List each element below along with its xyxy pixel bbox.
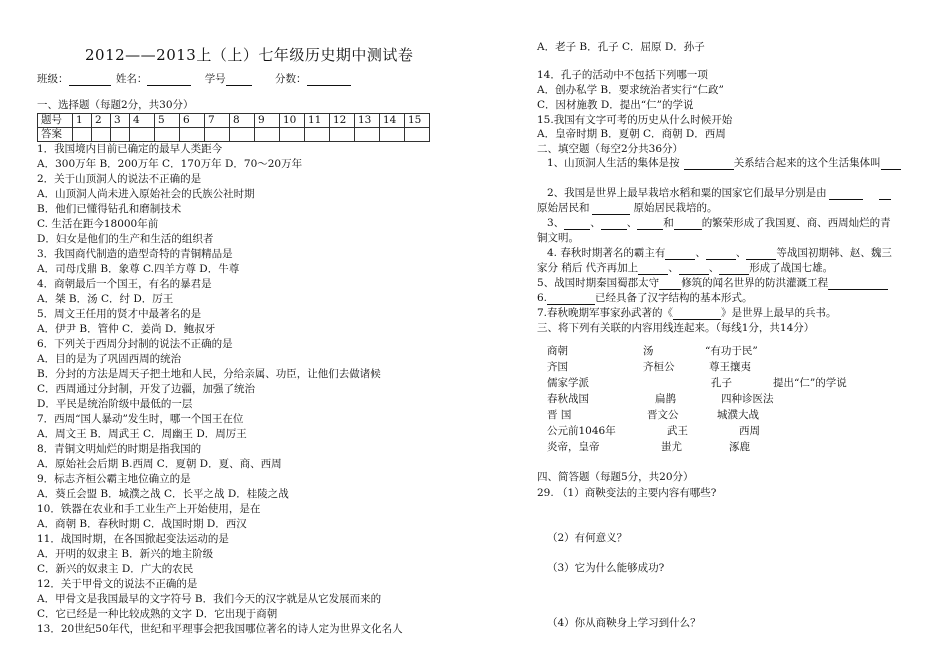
question-line: C. 生活在距今18000年前 xyxy=(37,218,159,230)
answer-row xyxy=(38,128,430,142)
answer-cell[interactable] xyxy=(355,128,380,142)
question-line: C．因材施教 D．提出“仁”的学说 xyxy=(537,99,694,111)
answer-cell[interactable] xyxy=(305,128,330,142)
fill-blank[interactable] xyxy=(592,203,630,215)
match-item-left[interactable]: 晋 国 xyxy=(547,409,572,421)
question-line: 11．战国时期，在各国掀起变法运动的是 xyxy=(37,533,229,545)
fill-text: 4. 春秋时期著名的霸主有 xyxy=(547,247,666,259)
question-line: 9．标志齐桓公霸主地位确立的是 xyxy=(37,473,191,485)
question-number-cell: 10 xyxy=(280,114,305,128)
fill-text: 、 xyxy=(626,217,638,229)
section1-heading: 一、选择题（每题2分，共30分） xyxy=(37,99,194,111)
fill-text: 、 xyxy=(668,262,679,274)
answer-cell[interactable] xyxy=(405,128,430,142)
name-field[interactable] xyxy=(147,74,191,86)
section4-heading: 四、简答题（每题5分，共20分） xyxy=(537,471,694,483)
short-answer-q29-2: （2）有何意义？ xyxy=(547,532,628,544)
question-line: A．商朝 B．春秋时期 C．战国时期 D．西汉 xyxy=(37,518,247,530)
question-line: 12．关于甲骨文的说法不正确的是 xyxy=(37,578,198,590)
fill-blank[interactable] xyxy=(746,248,776,260)
fill-text: 6. xyxy=(537,292,548,304)
question-number-cell: 1 xyxy=(73,114,92,128)
score-label: 分数： xyxy=(275,73,307,85)
question-line: 15.我国有文字可考的历史从什么时候开始 xyxy=(537,114,733,126)
fill-blank[interactable] xyxy=(881,158,901,170)
fill-text: 7.春秋晚期军事家孙武著的《 xyxy=(537,307,674,319)
fill-text: 家分 稍后 代齐再加上 xyxy=(537,262,639,274)
answer-cell[interactable] xyxy=(255,128,280,142)
number-field[interactable] xyxy=(226,74,252,86)
match-item-middle[interactable]: 孔子 xyxy=(711,377,732,389)
match-item-left[interactable]: 齐国 xyxy=(547,361,568,373)
fill-blank[interactable] xyxy=(829,188,863,200)
match-item-right[interactable]: 提出“仁”的学说 xyxy=(773,377,847,389)
question-number-cell: 14 xyxy=(380,114,405,128)
match-item-middle[interactable]: 武王 xyxy=(667,425,688,437)
question-line: 3．我国商代制造的造型奇特的青铜精品是 xyxy=(37,248,233,260)
question-number-cell: 13 xyxy=(355,114,380,128)
question-line: A．老子 B．孔子 C．屈原 D．孙子 xyxy=(537,41,705,53)
question-line: B．他们已懂得钻孔和磨制技术 xyxy=(37,203,182,215)
fill-blank[interactable] xyxy=(879,188,891,200)
answer-cell[interactable] xyxy=(73,128,92,142)
question-line: A．300万年 B．200万年 C．170万年 D．70～20万年 xyxy=(37,158,303,170)
question-number-cell: 15 xyxy=(405,114,430,128)
question-line: 7．西周“国人暴动”发生时，哪一个国王在位 xyxy=(37,413,244,425)
fill-blank[interactable] xyxy=(679,263,709,275)
question-number-cell: 8 xyxy=(230,114,255,128)
question-number-cell: 5 xyxy=(155,114,180,128)
question-line: A．开明的奴隶主 B．新兴的地主阶级 xyxy=(37,548,214,560)
match-item-left[interactable]: 儒家学派 xyxy=(547,377,589,389)
score-field[interactable] xyxy=(307,74,351,86)
question-line: A．司母戊鼎 B．象尊 C.四羊方尊 D．牛尊 xyxy=(37,263,240,275)
match-item-left[interactable]: 公元前1046年 xyxy=(547,425,616,437)
question-number-cell: 7 xyxy=(205,114,230,128)
question-line: 4．商朝最后一个国王，有名的暴君是 xyxy=(37,278,212,290)
fill-blank[interactable] xyxy=(638,263,668,275)
number-label: 学号 xyxy=(204,73,226,85)
fill-text: 修筑的闻名世界的防洪灌溉工程 xyxy=(681,277,829,289)
answer-cell[interactable] xyxy=(155,128,180,142)
short-answer-q29-3: （3）它为什么能够成功? xyxy=(547,562,665,574)
fill-text: 、 xyxy=(708,262,720,274)
answer-table xyxy=(37,113,430,142)
question-number-cell: 12 xyxy=(330,114,355,128)
fill-question-6 xyxy=(537,291,753,305)
question-number-cell: 11 xyxy=(305,114,330,128)
question-line: 13．20世纪50年代，世纪和平理事会把我国哪位著名的诗人定为世界文化名人 xyxy=(37,623,403,635)
short-answer-q29: 29. （1）商鞅变法的主要内容有哪些? xyxy=(537,487,717,499)
question-line: 1．我国境内目前已确定的最早人类距今 xyxy=(37,143,223,155)
answer-cell[interactable] xyxy=(330,128,355,142)
exam-title: 2012——2013上（上）七年级历史期中测试卷 xyxy=(85,46,414,64)
answer-cell[interactable] xyxy=(205,128,230,142)
fill-blank[interactable] xyxy=(674,218,702,230)
question-line: D．平民是统治阶级中最低的一层 xyxy=(37,398,193,410)
question-line: B．分封的方法是周天子把土地和人民，分给亲属、功臣，让他们去做诸候 xyxy=(37,368,381,380)
question-line: D．妇女是他们的生产和生活的组织者 xyxy=(37,233,214,245)
question-line: A．皇帝时期 B．夏朝 C．商朝 D．西周 xyxy=(537,128,726,140)
fill-text: 2、我国是世界上最早栽培水稻和粟的国家它们最早分别是由 xyxy=(547,187,827,199)
fill-question-2-cont xyxy=(537,201,718,215)
answer-cell[interactable] xyxy=(180,128,205,142)
question-line: C．它已经是一种比较成熟的文字 D．它出现于商朝 xyxy=(37,608,278,620)
question-line: A．创办私学 B．要求统治者实行“仁政” xyxy=(537,84,724,96)
fill-blank[interactable] xyxy=(706,248,736,260)
fill-blank[interactable] xyxy=(564,218,590,230)
question-line: 5．周文王任用的贤才中最著名的是 xyxy=(37,308,202,320)
question-line: 14．孔子的活动中不包括下列哪一项 xyxy=(537,69,708,81)
fill-question-4 xyxy=(547,246,892,260)
class-field[interactable] xyxy=(69,74,111,86)
fill-text: 1、山顶洞人生活的集体是按 xyxy=(547,157,680,169)
fill-blank[interactable] xyxy=(601,218,627,230)
match-item-left[interactable]: 春秋战国 xyxy=(547,393,589,405)
fill-blank[interactable] xyxy=(659,278,681,290)
fill-blank[interactable] xyxy=(684,158,734,170)
question-line: A．甲骨文是我国最早的文字符号 B．我们今天的汉字就是从它发展而来的 xyxy=(37,593,382,605)
fill-blank[interactable] xyxy=(637,218,663,230)
question-number-cell: 6 xyxy=(180,114,205,128)
match-item-right[interactable]: 西周 xyxy=(739,425,760,437)
answer-cell[interactable] xyxy=(230,128,255,142)
question-line: 8．青铜文明灿烂的时期是指我国的 xyxy=(37,443,202,455)
answer-cell[interactable] xyxy=(280,128,305,142)
question-line: A．原始社会后期 B.西周 C．夏朝 D．夏、商、西周 xyxy=(37,458,282,470)
fill-blank[interactable] xyxy=(547,293,595,305)
match-item-right[interactable]: 四种诊医法 xyxy=(721,393,774,405)
fill-blank[interactable] xyxy=(673,308,721,320)
answer-cell[interactable] xyxy=(130,128,155,142)
fill-blank[interactable] xyxy=(828,278,888,290)
question-line: C．西周通过分封制，开发了边疆，加强了统治 xyxy=(37,383,256,395)
fill-text: 、 xyxy=(735,247,747,259)
match-item-middle[interactable]: 汤 xyxy=(643,345,654,357)
question-line: C．新兴的奴隶主 D．广大的农民 xyxy=(37,563,194,575)
question-line: A．桀 B．汤 C．纣 D．厉王 xyxy=(37,293,174,305)
match-item-middle[interactable]: 扁鹊 xyxy=(655,393,676,405)
match-item-right[interactable]: 涿鹿 xyxy=(729,441,750,453)
name-label: 姓名： xyxy=(115,73,148,85)
match-item-left[interactable]: 炎帝，皇帝 xyxy=(547,441,600,453)
fill-blank[interactable] xyxy=(665,248,695,260)
question-line: 6．下列关于西周分封制的说法不正确的是 xyxy=(37,338,233,350)
fill-text: 关系结合起来的这个生活集体叫 xyxy=(733,157,881,169)
class-label: 班级： xyxy=(37,73,69,85)
fill-text: 5、战国时期秦国蜀郡太守 xyxy=(537,277,660,289)
answer-cell[interactable] xyxy=(111,128,130,142)
answer-cell[interactable] xyxy=(380,128,405,142)
question-line: A．山顶洞人尚未进入原始社会的氏族公社时期 xyxy=(37,188,255,200)
question-number-cell: 2 xyxy=(92,114,111,128)
question-number-label: 题号 xyxy=(38,114,73,128)
question-line: 2．关于山顶洞人的说法不正确的是 xyxy=(37,173,202,185)
fill-text: 、 xyxy=(695,247,706,259)
match-item-right[interactable]: “有功于民” xyxy=(705,345,758,357)
match-item-middle[interactable]: 晋文公 xyxy=(647,409,679,421)
match-item-left[interactable]: 商朝 xyxy=(547,345,568,357)
fill-question-3 xyxy=(547,216,891,230)
question-number-row xyxy=(38,114,430,128)
match-item-right[interactable]: 城濮大战 xyxy=(717,409,759,421)
match-item-middle[interactable]: 齐桓公 xyxy=(643,361,675,373)
fill-blank[interactable] xyxy=(719,263,749,275)
fill-text: 的繁荣形成了我国夏、商、西周灿烂的青 xyxy=(701,217,891,229)
fill-question-2 xyxy=(547,186,891,200)
question-number-cell: 3 xyxy=(111,114,130,128)
question-number-cell: 9 xyxy=(255,114,280,128)
fill-text: 3、 xyxy=(547,217,565,229)
fill-question-5 xyxy=(537,276,888,290)
question-line: A．目的是为了巩固西周的统治 xyxy=(37,353,182,365)
fill-question-7 xyxy=(537,306,837,320)
fill-question-4-cont xyxy=(537,261,833,275)
fill-text: 已经具备了汉字结构的基本形式。 xyxy=(595,292,753,304)
match-item-middle[interactable]: 蚩尤 xyxy=(661,441,682,453)
match-item-right[interactable]: 尊王攘夷 xyxy=(709,361,751,373)
answer-label: 答案 xyxy=(38,128,73,142)
question-line: A．葵丘会盟 B．城濮之战 C．长平之战 D．桂陵之战 xyxy=(37,488,289,500)
section2-heading: 二、填空题（每空2分共36分） xyxy=(537,143,684,155)
question-line: A．伊尹 B．管仲 C．姜尚 D．鲍叔牙 xyxy=(37,323,216,335)
fill-text: 和 xyxy=(663,217,674,229)
fill-text: 原始居民栽培的。 xyxy=(633,202,718,214)
answer-cell[interactable] xyxy=(92,128,111,142)
fill-text: 》是世界上最早的兵书。 xyxy=(721,307,837,319)
question-line: 10．铁器在农业和手工业生产上开始使用，是在 xyxy=(37,503,261,515)
fill-text: 、 xyxy=(590,217,601,229)
student-info-row xyxy=(37,72,351,86)
fill-text: 等战国初期韩、赵、魏三 xyxy=(776,247,892,259)
fill-question-1 xyxy=(547,156,901,170)
section3-heading: 三、将下列有关联的内容用线连起来。（每线1分，共14分） xyxy=(537,322,815,334)
fill-text: 形成了战国七雄。 xyxy=(749,262,834,274)
short-answer-q29-4: （4）你从商鞅身上学习到什么？ xyxy=(547,617,701,629)
question-line: A．周文王 B．周武王 C．周幽王 D．周厉王 xyxy=(37,428,247,440)
fill-text: 原始居民和 xyxy=(537,202,590,214)
question-number-cell: 4 xyxy=(130,114,155,128)
fill-question-3-cont: 铜文明。 xyxy=(537,232,579,244)
